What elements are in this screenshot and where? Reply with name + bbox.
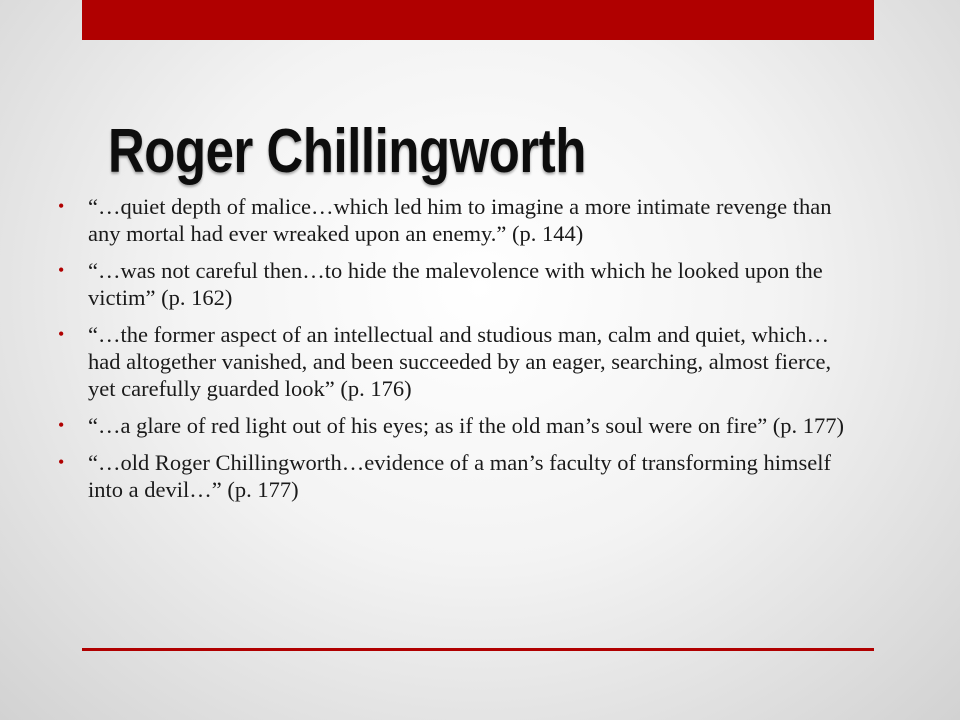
bullet-item bbox=[58, 257, 858, 311]
bullet-text: “…old Roger Chillingworth…evidence of a man’s faculty of transforming himself into a devil…” (p. 177) bbox=[88, 450, 831, 502]
bullet-text: “…was not careful then…to hide the malevolence with which he looked upon the victim” (p. 162) bbox=[88, 258, 823, 310]
bullet-point-icon: • bbox=[58, 260, 65, 280]
bullet-text: “…the former aspect of an intellectual and studious man, calm and quiet, which…had altogether vanished, and been succeeded by an eager, searching, almost fierce, yet carefully guarded look” (p. 176) bbox=[88, 322, 832, 401]
bullet-list bbox=[58, 193, 858, 513]
bullet-item bbox=[58, 321, 858, 402]
slide-title: Roger Chillingworth bbox=[108, 117, 586, 186]
bullet-text: “…a glare of red light out of his eyes; as if the old man’s soul were on fire” (p. 177) bbox=[88, 413, 845, 438]
bullet-text: “…quiet depth of malice…which led him to imagine a more intimate revenge than any mortal had ever wreaked upon an enemy.” (p. 144) bbox=[88, 194, 832, 246]
bullet-item bbox=[58, 412, 858, 439]
bullet-point-icon: • bbox=[58, 324, 65, 344]
bullet-item bbox=[58, 193, 858, 247]
bullet-point-icon: • bbox=[58, 196, 65, 216]
bullet-point-icon: • bbox=[58, 452, 65, 472]
bullet-point-icon: • bbox=[58, 415, 65, 435]
bullet-item bbox=[58, 449, 858, 503]
top-accent-bar bbox=[82, 0, 874, 40]
bottom-accent-line bbox=[82, 648, 874, 651]
